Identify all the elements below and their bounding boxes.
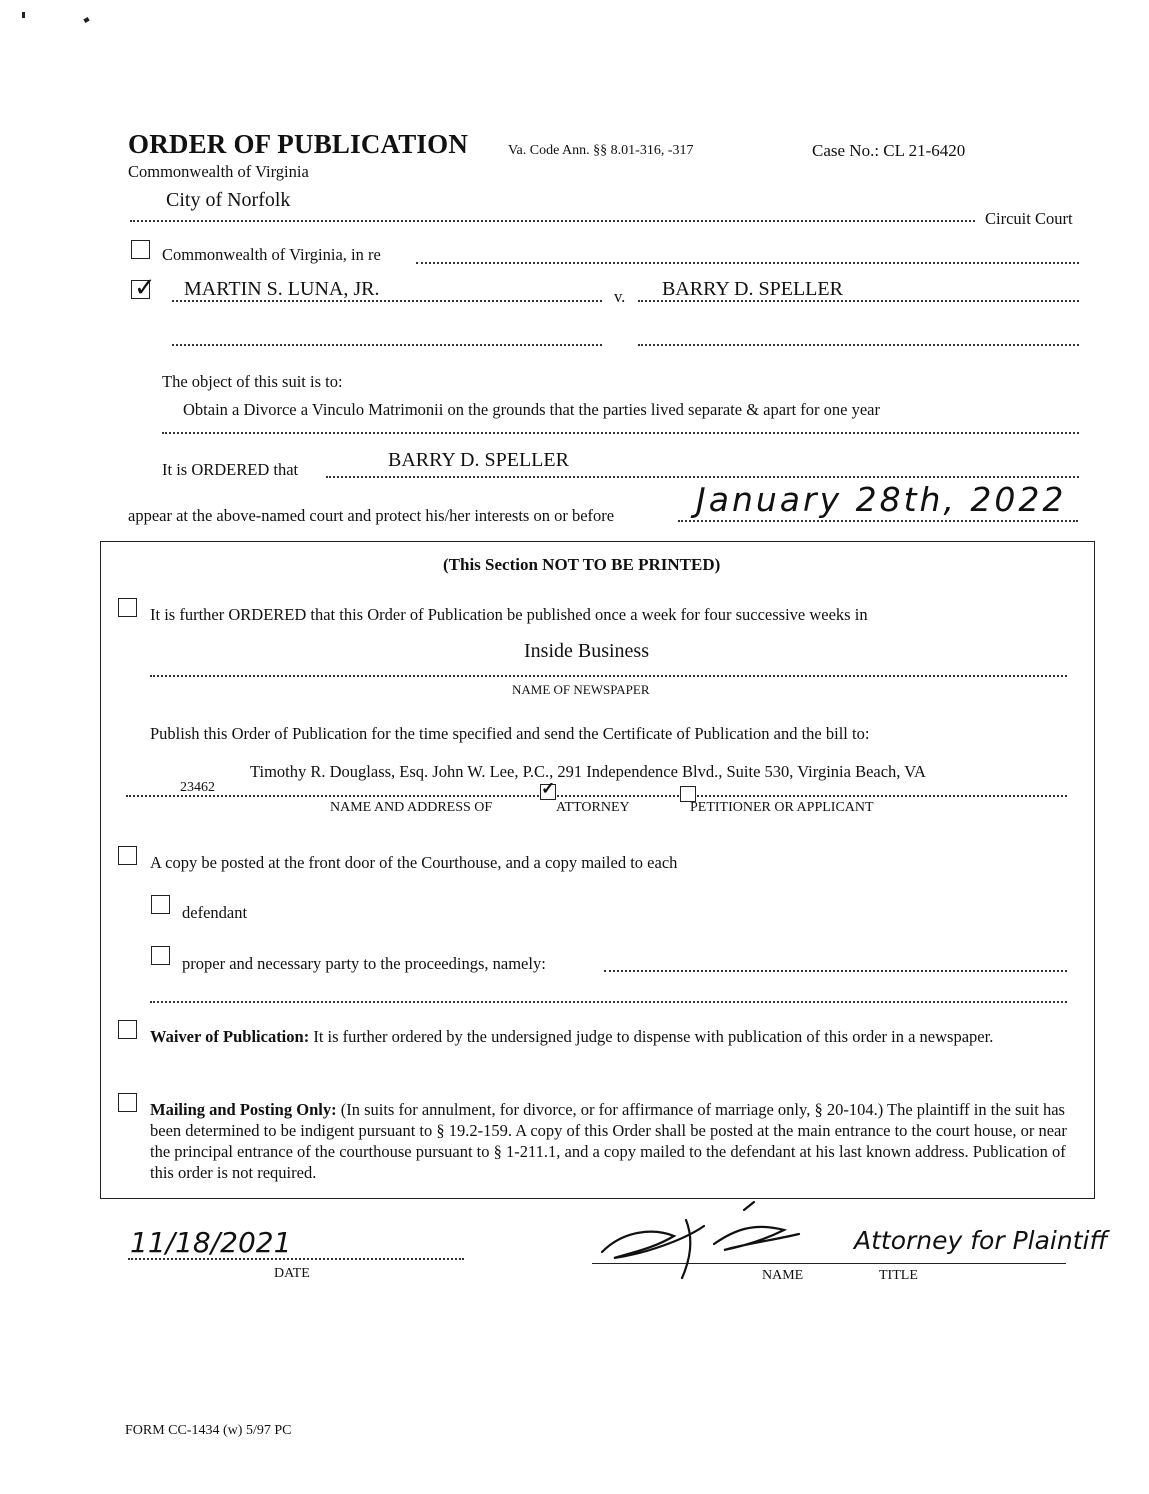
proper-party-text: proper and necessary party to the proceedings, namely: — [182, 954, 546, 973]
waiver-checkbox[interactable] — [118, 1020, 137, 1039]
court-suffix: Circuit Court — [985, 209, 1073, 228]
publish-weekly-checkbox[interactable] — [118, 598, 137, 617]
object-label: The object of this suit is to: — [162, 372, 343, 391]
mailing-title: Mailing and Posting Only: — [150, 1100, 337, 1119]
plaintiff-name: MARTIN S. LUNA, JR. — [184, 278, 380, 300]
form-id: FORM CC-1434 (w) 5/97 PC — [125, 1423, 292, 1438]
proper-party-line-2 — [150, 1001, 1067, 1003]
scan-mark — [83, 17, 89, 23]
ordered-name: BARRY D. SPELLER — [388, 449, 569, 471]
appear-date: January 28th, 2022 — [696, 480, 1067, 519]
plaintiff-line-2 — [172, 344, 602, 346]
defendant-line-2 — [638, 344, 1079, 346]
ordered-line — [326, 476, 1079, 478]
mailing-text: (In suits for annulment, for divorce, or for affirmance of marriage only, § 20-104.) The plaintiff in the suit has been determined to be indigent pursuant to § 19.2-159. A copy of this Order shall be posted at the main entrance to the court house, or near the principal entrance of the courthouse pursuant to § 1-211.1, and a copy mailed to the defendant at his last known address. Publication of this order is not required. — [150, 1100, 1067, 1182]
page-subtitle: Commonwealth of Virginia — [128, 162, 309, 181]
commonwealth-checkbox[interactable] — [131, 240, 150, 259]
plaintiff-line — [172, 300, 602, 302]
date-caption: DATE — [274, 1266, 310, 1281]
versus-label: v. — [614, 287, 626, 306]
section-heading: (This Section NOT TO BE PRINTED) — [443, 555, 721, 574]
publish-weekly-text: It is further ORDERED that this Order of Publication be published once a week for four successive weeks in — [150, 605, 868, 624]
defendant-checkbox[interactable] — [151, 895, 170, 914]
court-city: City of Norfolk — [166, 189, 291, 211]
name-caption: NAME — [762, 1268, 804, 1283]
address-caption: NAME AND ADDRESS OF — [330, 800, 493, 815]
newspaper-line — [150, 675, 1067, 677]
mailing-paragraph — [150, 1099, 1085, 1183]
page-title: ORDER OF PUBLICATION — [128, 129, 469, 159]
ordered-label: It is ORDERED that — [162, 460, 299, 479]
signed-date: 11/18/2021 — [130, 1226, 292, 1259]
waiver-title: Waiver of Publication: — [150, 1027, 310, 1046]
court-line — [130, 220, 975, 222]
copy-posted-checkbox[interactable] — [118, 846, 137, 865]
signer-title: Attorney for Plaintiff — [854, 1226, 1108, 1255]
attorney-address: Timothy R. Douglass, Esq. John W. Lee, P.C., 291 Independence Blvd., Suite 530, Virginia Beach, VA — [250, 762, 926, 781]
defendant-option: defendant — [182, 903, 248, 922]
object-text: Obtain a Divorce a Vinculo Matrimonii on the grounds that the parties lived separate & apart for one year — [183, 400, 880, 419]
attorney-option: ATTORNEY — [556, 800, 630, 815]
signature-stroke — [602, 1202, 799, 1278]
scan-mark — [22, 12, 25, 18]
mailing-checkbox[interactable] — [118, 1093, 137, 1112]
case-number: Case No.: CL 21-6420 — [812, 141, 966, 160]
defendant-name: BARRY D. SPELLER — [662, 278, 843, 300]
proper-party-checkbox[interactable] — [151, 946, 170, 965]
send-instruction: Publish this Order of Publication for the time specified and send the Certificate of Publication and the bill to: — [150, 724, 870, 743]
statute-reference: Va. Code Ann. §§ 8.01-316, -317 — [508, 143, 694, 158]
address-line — [126, 795, 1067, 797]
commonwealth-line — [416, 262, 1079, 264]
check-mark-icon: ✓ — [134, 273, 156, 303]
newspaper-name: Inside Business — [524, 640, 649, 662]
defendant-line — [638, 300, 1079, 302]
appear-text: appear at the above-named court and protect his/her interests on or before — [128, 506, 615, 525]
title-caption: TITLE — [879, 1268, 918, 1283]
attorney-zip: 23462 — [180, 780, 215, 795]
commonwealth-label: Commonwealth of Virginia, in re — [162, 245, 381, 264]
appear-date-line — [678, 520, 1078, 522]
copy-posted-text: A copy be posted at the front door of the Courthouse, and a copy mailed to each — [150, 853, 678, 872]
waiver-paragraph — [150, 1026, 1050, 1047]
check-mark-icon: ✓ — [541, 779, 556, 798]
date-line — [128, 1258, 464, 1260]
newspaper-caption: NAME OF NEWSPAPER — [512, 682, 650, 697]
petitioner-option: PETITIONER OR APPLICANT — [690, 800, 874, 815]
waiver-text: It is further ordered by the undersigned judge to dispense with publication of this order in a newspaper. — [313, 1027, 994, 1046]
proper-party-line — [604, 970, 1067, 972]
object-line — [162, 432, 1079, 434]
